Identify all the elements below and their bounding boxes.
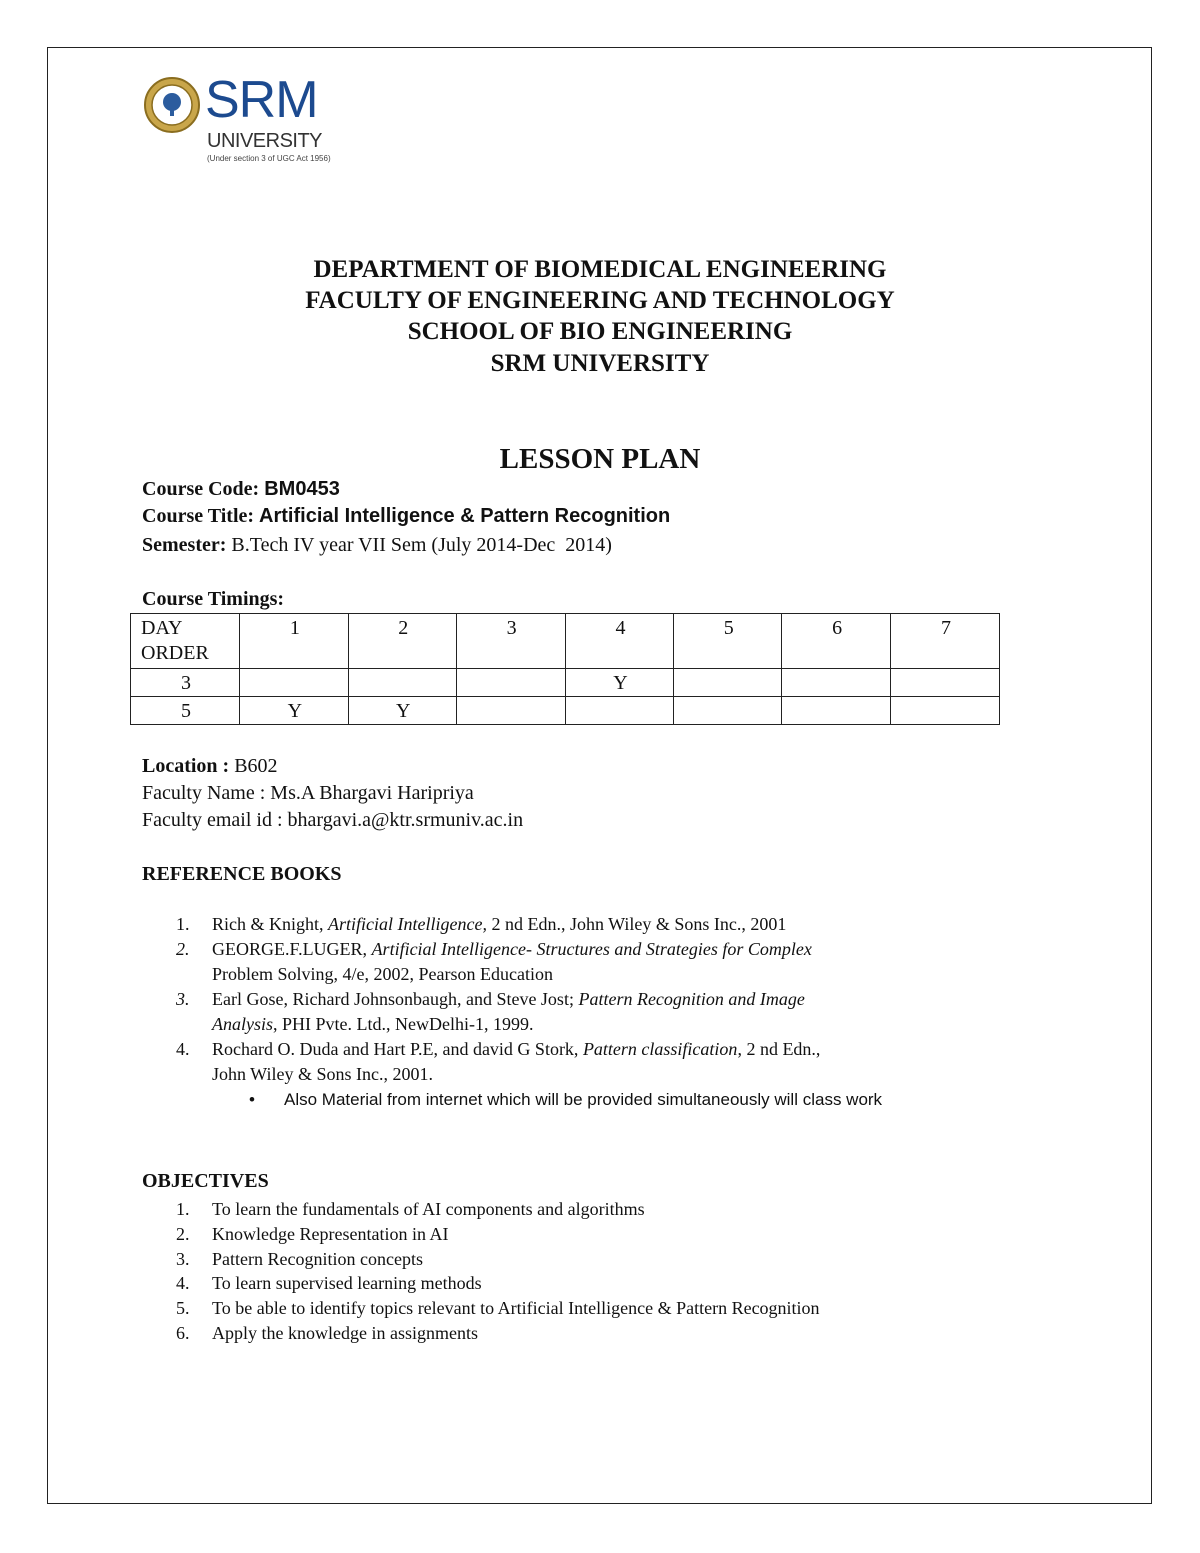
list-number: 5. — [176, 1298, 190, 1319]
list-number: 4. — [176, 1273, 190, 1294]
table-cell — [891, 697, 1000, 725]
table-cell — [891, 669, 1000, 697]
table-cell: Y — [565, 669, 674, 697]
table-cell: Y — [348, 697, 456, 725]
reference-text: 2 nd Edn., John Wiley & Sons Inc., 2001 — [486, 914, 787, 934]
list-item — [142, 1222, 1042, 1247]
srm-seal-icon — [143, 76, 201, 134]
objective-text: Apply the knowledge in assignments — [212, 1322, 478, 1343]
table-header-cell: 3 — [456, 614, 565, 669]
course-timings-label — [142, 588, 284, 611]
course-code-label: Course Code: — [142, 478, 260, 500]
list-item — [142, 1271, 1042, 1296]
list-number: 1. — [176, 1199, 190, 1219]
course-code-line — [142, 478, 340, 501]
reference-title: Pattern classification — [582, 1039, 738, 1059]
faculty-heading: FACULTY OF ENGINEERING AND TECHNOLOGY — [305, 287, 895, 314]
bullet-icon: • — [249, 1090, 255, 1109]
reference-text: Rochard O. Duda and Hart P.E, and david G Stork, — [212, 1039, 583, 1059]
reference-text: John Wiley & Sons Inc., 2001. — [212, 1064, 433, 1084]
reference-text: , 2 nd Edn., — [737, 1039, 821, 1059]
logo-university: UNIVERSITY — [207, 130, 323, 152]
list-item — [142, 1197, 1042, 1222]
course-title-line — [142, 505, 670, 528]
course-title-label: Course Title: — [142, 505, 255, 527]
reference-title: Pattern Recognition and Image — [578, 989, 805, 1009]
list-item — [142, 987, 1042, 1037]
table-header-cell: 6 — [782, 614, 891, 669]
course-timings-text: Course Timings: — [142, 588, 285, 610]
reference-text: , PHI Pvte. Ltd., NewDelhi-1, 1999. — [273, 1014, 534, 1034]
reference-text: Problem Solving, 4/e, 2002, Pearson Education — [212, 964, 553, 984]
objective-text: To be able to identify topics relevant to Artificial Intelligence & Pattern Recognition — [212, 1298, 820, 1319]
reference-text: Earl Gose, Richard Johnsonbaugh, and Steve Jost; — [212, 989, 579, 1009]
course-code: BM0453 — [264, 478, 340, 500]
semester-line — [142, 534, 612, 557]
objective-text: Knowledge Representation in AI — [212, 1223, 449, 1244]
references-heading: REFERENCE BOOKS — [142, 863, 342, 885]
list-number: 3. — [176, 989, 190, 1009]
page-title: LESSON PLAN — [499, 443, 701, 475]
table-cell: 5 — [131, 697, 240, 725]
list-number: 3. — [176, 1248, 190, 1269]
logo-subtitle: (Under section 3 of UGC Act 1956) — [207, 154, 331, 163]
table-header-cell: 2 — [348, 614, 456, 669]
table-row — [131, 669, 1000, 697]
table-cell — [782, 669, 891, 697]
bullet-text: Also Material from internet which will be provided simultaneously will class work — [284, 1090, 883, 1109]
semester-label: Semester: — [142, 534, 227, 556]
table-header-cell: 1 — [239, 614, 348, 669]
reference-text: Rich & Knight, — [212, 914, 328, 934]
location-value: B602 — [234, 755, 278, 777]
table-cell: Y — [239, 697, 348, 725]
list-item — [142, 937, 1042, 987]
srm-logo — [143, 71, 343, 172]
list-number: 2. — [176, 1223, 190, 1244]
objective-text: Pattern Recognition concepts — [212, 1248, 423, 1269]
semester-value: B.Tech IV year VII Sem (July 2014-Dec 2014) — [231, 534, 612, 556]
reference-list — [142, 912, 1042, 1112]
objectives-heading: OBJECTIVES — [142, 1170, 269, 1192]
table-cell — [348, 669, 456, 697]
table-header-row — [131, 614, 1000, 669]
reference-text: GEORGE.F.LUGER, — [212, 939, 372, 959]
objective-text: To learn the fundamentals of AI components and algorithms — [212, 1199, 645, 1219]
timings-table — [130, 613, 1000, 725]
table-header-cell: 7 — [891, 614, 1000, 669]
list-item — [142, 1087, 1042, 1112]
table-row — [131, 697, 1000, 725]
list-item — [142, 1247, 1042, 1272]
list-number: 6. — [176, 1322, 190, 1343]
table-header-cell: DAY ORDER — [131, 614, 240, 669]
table-cell — [456, 669, 565, 697]
reference-title: Analysis — [212, 1014, 273, 1034]
list-item — [142, 1037, 1042, 1087]
table-cell: 3 — [131, 669, 240, 697]
list-number: 1. — [176, 914, 190, 934]
list-number: 4. — [176, 1039, 190, 1059]
objective-text: To learn supervised learning methods — [212, 1273, 482, 1294]
table-cell — [239, 669, 348, 697]
table-cell — [565, 697, 674, 725]
location-label: Location : — [142, 755, 230, 777]
table-cell — [456, 697, 565, 725]
course-title: Artificial Intelligence & Pattern Recognition — [259, 505, 671, 527]
table-cell — [782, 697, 891, 725]
school-heading: SCHOOL OF BIO ENGINEERING — [407, 318, 793, 345]
list-item — [142, 912, 1042, 937]
list-item — [142, 1321, 1042, 1346]
reference-title: Artificial Intelligence- Structures and Strategies for Complex — [371, 939, 812, 959]
faculty-email: Faculty email id : bhargavi.a@ktr.srmuniv.ac.in — [142, 809, 524, 831]
table-cell — [674, 697, 782, 725]
table-cell — [674, 669, 782, 697]
location-line — [142, 755, 278, 778]
list-item — [142, 1296, 1042, 1321]
list-number: 2. — [176, 939, 190, 959]
table-header-cell: 5 — [674, 614, 782, 669]
faculty-name: Faculty Name : Ms.A Bhargavi Haripriya — [142, 782, 474, 804]
table-header-cell: 4 — [565, 614, 674, 669]
logo-brand: SRM — [205, 71, 318, 129]
university-heading: SRM UNIVERSITY — [490, 350, 710, 377]
reference-title: Artificial Intelligence, — [328, 914, 487, 934]
objective-list — [142, 1197, 1042, 1346]
department-heading: DEPARTMENT OF BIOMEDICAL ENGINEERING — [313, 256, 887, 283]
